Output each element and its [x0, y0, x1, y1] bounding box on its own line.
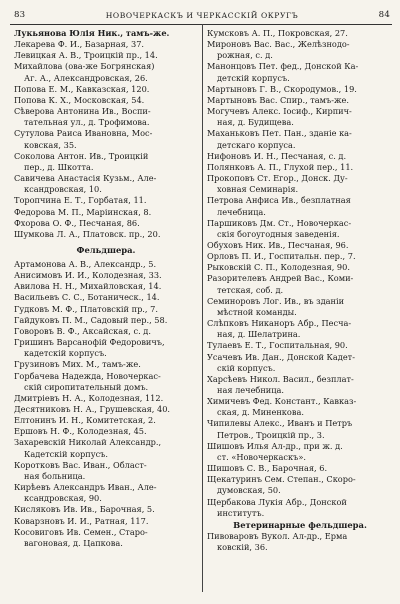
directory-entry: Коварзновъ И. И., Ратная, 117.: [14, 515, 149, 526]
entry-continuation: ская, д. Миненкова.: [217, 407, 304, 418]
feldsher-entries-group: [14, 259, 198, 549]
directory-entry: Нифоновъ И. Н., Песчаная, с. д.: [207, 150, 347, 161]
directory-entry: Говоровъ В. Ф., Аксайская, с. д.: [14, 325, 151, 336]
directory-entry: Гайдуковъ П. М., Садовый пер., 58.: [14, 314, 168, 325]
directory-entry: Сѣверова Антонина Ив., Воспи-: [14, 106, 151, 117]
directory-entry: Савичева Анастасія Кузьм., Але-: [14, 173, 157, 184]
entry-continuation: ная лечебница.: [217, 385, 285, 395]
entry-continuation: ная больница.: [24, 470, 86, 481]
directory-entry: Дмитріевъ Н. А., Колодезная, 112.: [14, 392, 164, 403]
directory-entry: Щекатуринъ Сем. Степан., Скоро-: [207, 474, 356, 485]
directory-entry: Лекарева Ф. И., Базарная, 37.: [14, 39, 145, 50]
entry-continuation: институтъ.: [217, 507, 265, 518]
directory-entry: Щербакова Лукія Абр., Донской: [207, 496, 347, 507]
directory-entry: Усачевъ Ив. Дан., Донской Кадет-: [207, 351, 355, 362]
directory-entry: Косовиговъ Ив. Семен., Старо-: [14, 526, 148, 537]
directory-entry: Лукьянова Юлія Ник., тамъ-же.: [14, 28, 170, 38]
right-entries-group: [207, 28, 393, 519]
entry-continuation: вагоновая, д. Цапкова.: [24, 537, 123, 548]
entry-continuation: ная, д. Будищева.: [217, 117, 294, 128]
directory-entry: Харсѣевъ Никол. Васил., безплат-: [207, 373, 354, 384]
directory-entry: Горбачева Надежда, Новочеркас-: [14, 370, 161, 381]
directory-entry: Артамонова А. В., Александр., 5.: [14, 258, 157, 269]
directory-entry: Полянковъ А. П., Глухой пер., 11.: [207, 161, 354, 172]
directory-entry: Тулаевъ Е. Т., Госпитальная, 90.: [207, 340, 348, 351]
directory-entry: Шишовъ Илья Ал-др., при ж. д.: [207, 440, 343, 451]
directory-entry: Захаревскій Николай Александр.,: [14, 437, 162, 448]
entry-continuation: мѣстной команды.: [217, 306, 297, 317]
directory-entry: Чипилевы Алекс., Иванъ и Петръ: [207, 418, 353, 429]
directory-entry: Обуховъ Ник. Ив., Песчаная, 96.: [207, 239, 349, 250]
directory-entry: Васильевъ С. С., Ботаническ., 14.: [14, 292, 160, 303]
directory-entry: Мироновъ Вас. Вас., Желѣзнодо-: [207, 39, 350, 50]
directory-entry: Разорителевъ Андрей Вас., Коми-: [207, 273, 354, 284]
entry-continuation: Аг. А., Александровская, 26.: [24, 72, 148, 83]
page-number-left: 83: [14, 10, 26, 20]
directory-entry: Попова Е. М., Кавказская, 120.: [14, 83, 150, 94]
directory-entry: Десятниковъ Н. А., Грушевская, 40.: [14, 404, 171, 414]
directory-entry: Анисимовъ И. И., Колодезная, 33.: [14, 270, 162, 281]
right-column: [207, 28, 393, 553]
directory-entry: Соколова Антон. Ив., Троицкій: [14, 150, 149, 161]
veterinary-entries-group: [207, 531, 393, 553]
directory-entry: Мартыновъ Вас. Спир., тамъ-же.: [207, 94, 350, 105]
directory-entry: Грузиновъ Мих. М., тамъ-же.: [14, 359, 141, 370]
directory-entry: Гудковъ М. Ф., Платовскій пр., 7.: [14, 303, 158, 314]
section-title-veterinary: Ветеринарные фельдшера.: [233, 519, 367, 530]
directory-entry: Семиноровъ Лог. Ив., въ зданіи: [207, 295, 345, 306]
left-entries-group: [14, 28, 198, 240]
entry-continuation: Кадетскій корпусъ.: [24, 448, 108, 459]
entry-continuation: ковскій, 36.: [217, 542, 268, 553]
directory-entry: Мартыновъ Г. В., Скородумов., 19.: [207, 83, 357, 94]
directory-entry: Шишовъ С. В., Барочная, 6.: [207, 463, 328, 474]
directory-entry: Рыковскій С. П., Колодезная, 90.: [207, 262, 350, 273]
entry-continuation: детскій корпусъ.: [217, 72, 290, 83]
entry-continuation: ксандровская, 10.: [24, 184, 102, 195]
directory-entry: Могучевъ Алекс. Іосиф., Кирпич-: [207, 106, 352, 117]
directory-entry: Левицкая А. В., Троицкій пр., 14.: [14, 50, 158, 61]
header-rule: [10, 24, 392, 25]
directory-entry: Маханьковъ Пет. Пан., зданіе ка-: [207, 128, 352, 139]
directory-entry: Федорова М. П., Маріинская, 8.: [14, 206, 152, 217]
directory-entry: Кумсковъ А. П., Покровская, 27.: [207, 28, 348, 38]
directory-entry: Елтонинъ И. Н., Комитетская, 2.: [14, 415, 156, 426]
entry-continuation: Петров., Троицкій пр., 3.: [217, 429, 325, 440]
left-column: [14, 28, 198, 549]
entry-continuation: скій корпусъ.: [217, 362, 276, 373]
directory-entry: Коротковъ Вас. Иван., Област-: [14, 459, 147, 470]
entry-continuation: тетская, соб. д.: [217, 284, 284, 295]
directory-entry: Манонцовъ Пет. фед., Донской Ка-: [207, 61, 359, 72]
entry-continuation: тательная ул., д. Трофимова.: [24, 117, 150, 128]
entry-continuation: думовская, 50.: [217, 485, 281, 496]
directory-entry: Шумкова Л. А., Платовск. пр., 20.: [14, 228, 161, 239]
directory-entry: Кирѣевъ Александръ Иван., Але-: [14, 482, 157, 493]
directory-entry: Петрова Анфиса Ив., безплатная: [207, 195, 351, 206]
column-divider: [202, 24, 203, 592]
entry-continuation: ховная Семинарія.: [217, 184, 299, 195]
entry-continuation: ковская, 35.: [24, 139, 77, 150]
directory-entry: Кисляковъ Ив. Ив., Барочная, 5.: [14, 504, 155, 515]
directory-entry: Ершовъ Н. Ф., Колодезная, 45.: [14, 426, 147, 437]
directory-entry: Сутулова Раиса Ивановна, Мос-: [14, 128, 153, 139]
entry-continuation: кадетскій корпусъ.: [24, 348, 107, 359]
page-number-right: 84: [378, 10, 390, 20]
directory-entry: Авилова Н. Н., Михайловская, 14.: [14, 281, 162, 292]
directory-entry: Пивоваровъ Вукол. Ал-др., Ерма: [207, 530, 348, 541]
directory-entry: Прокоповъ Ст. Егор., Донск. Ду-: [207, 173, 348, 184]
directory-entry: Попова К. Х., Московская, 54.: [14, 94, 145, 105]
section-title-feldshers: Фельдшера.: [76, 244, 136, 255]
entry-continuation: лечебница.: [217, 206, 266, 217]
entry-continuation: пер., д. Шкотта.: [24, 161, 94, 172]
entry-continuation: скій сиропитательный домъ.: [24, 381, 149, 392]
entry-continuation: детскаго корпуса.: [217, 139, 296, 150]
directory-entry: Гришинъ Варсанофій Федоровичъ,: [14, 337, 165, 348]
directory-entry: Паршиковъ Дм. Ст., Новочеркас-: [207, 217, 352, 228]
running-title: НОВОЧЕРКАСКЪ И ЧЕРКАССКІЙ ОКРУГЪ: [105, 10, 299, 20]
directory-entry: Фхорова О. Ф., Песчаная, 86.: [14, 217, 140, 228]
entry-continuation: рожная, с. д.: [217, 50, 273, 61]
directory-entry: Слѣпковъ Никаноръ Абр., Песча-: [207, 318, 352, 329]
directory-entry: Орловъ П. И., Госпитальн. пер., 7.: [207, 251, 356, 262]
directory-entry: Торопчина Е. Т., Горбатая, 11.: [14, 195, 147, 206]
page-header: [14, 8, 390, 22]
directory-entry: Михайлова (ова-же Богрянская): [14, 61, 155, 72]
entry-continuation: ст. «Новочеркаскъ».: [217, 451, 306, 462]
entry-continuation: ная, д. Шелатрина.: [217, 329, 301, 340]
directory-entry: Химичевъ Фед. Констант., Кавказ-: [207, 396, 357, 407]
entry-continuation: скія богоугодныя заведенія.: [217, 228, 340, 239]
entry-continuation: ксандровская, 90.: [24, 493, 102, 504]
